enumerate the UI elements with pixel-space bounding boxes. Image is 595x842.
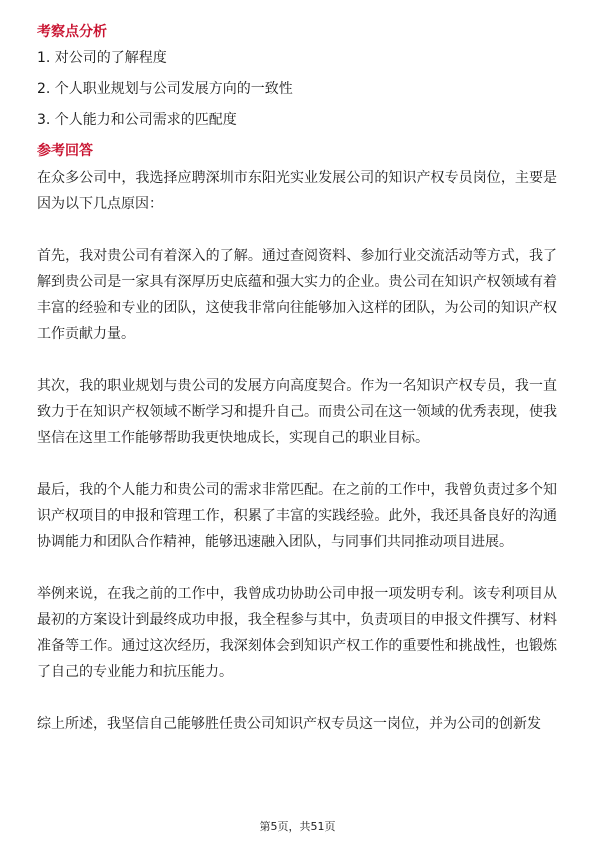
answer-paragraph: 首先，我对贵公司有着深入的了解。通过查阅资料、参加行业交流活动等方式，我了解到贵公司是一家具有深厚历史底蕴和强大实力的企业。贵公司在知识产权领域有着丰富的经验和专业的团队，这使我非常向往能够加入这样的团队，为公司的知识产权工作贡献力量。 [37,248,557,342]
analysis-point: 1. 对公司的了解程度 [37,50,167,66]
answer-heading: 参考回答 [37,143,93,159]
answer-paragraph: 其次，我的职业规划与贵公司的发展方向高度契合。作为一名知识产权专员，我一直致力于在知识产权领域不断学习和提升自己。而贵公司在这一领域的优秀表现，使我坚信在这里工作能够帮助我更快地成长，实现自己的职业目标。 [37,378,557,446]
answer-paragraph: 综上所述，我坚信自己能够胜任贵公司知识产权专员这一岗位，并为公司的创新发 [37,716,541,732]
analysis-point: 3. 个人能力和公司需求的匹配度 [37,112,237,128]
analysis-point: 2. 个人职业规划与公司发展方向的一致性 [37,81,293,97]
answer-paragraph: 最后，我的个人能力和贵公司的需求非常匹配。在之前的工作中，我曾负责过多个知识产权项目的申报和管理工作，积累了丰富的实践经验。此外，我还具备良好的沟通协调能力和团队合作精神，能够迅速融入团队，与同事们共同推动项目进展。 [37,482,557,550]
page-content [37,22,557,763]
analysis-heading: 考察点分析 [37,24,107,40]
answer-paragraph: 举例来说，在我之前的工作中，我曾成功协助公司申报一项发明专利。该专利项目从最初的方案设计到最终成功申报，我全程参与其中，负责项目的申报文件撰写、材料准备等工作。通过这次经历，我深刻体会到知识产权工作的重要性和挑战性，也锻炼了自己的专业能力和抗压能力。 [37,586,557,680]
page-number: 第5页，共51页 [259,820,336,833]
answer-paragraph: 在众多公司中，我选择应聘深圳市东阳光实业发展公司的知识产权专员岗位，主要是因为以下几点原因： [37,170,557,212]
analysis-point-list [37,48,557,130]
answer-body [37,165,557,737]
